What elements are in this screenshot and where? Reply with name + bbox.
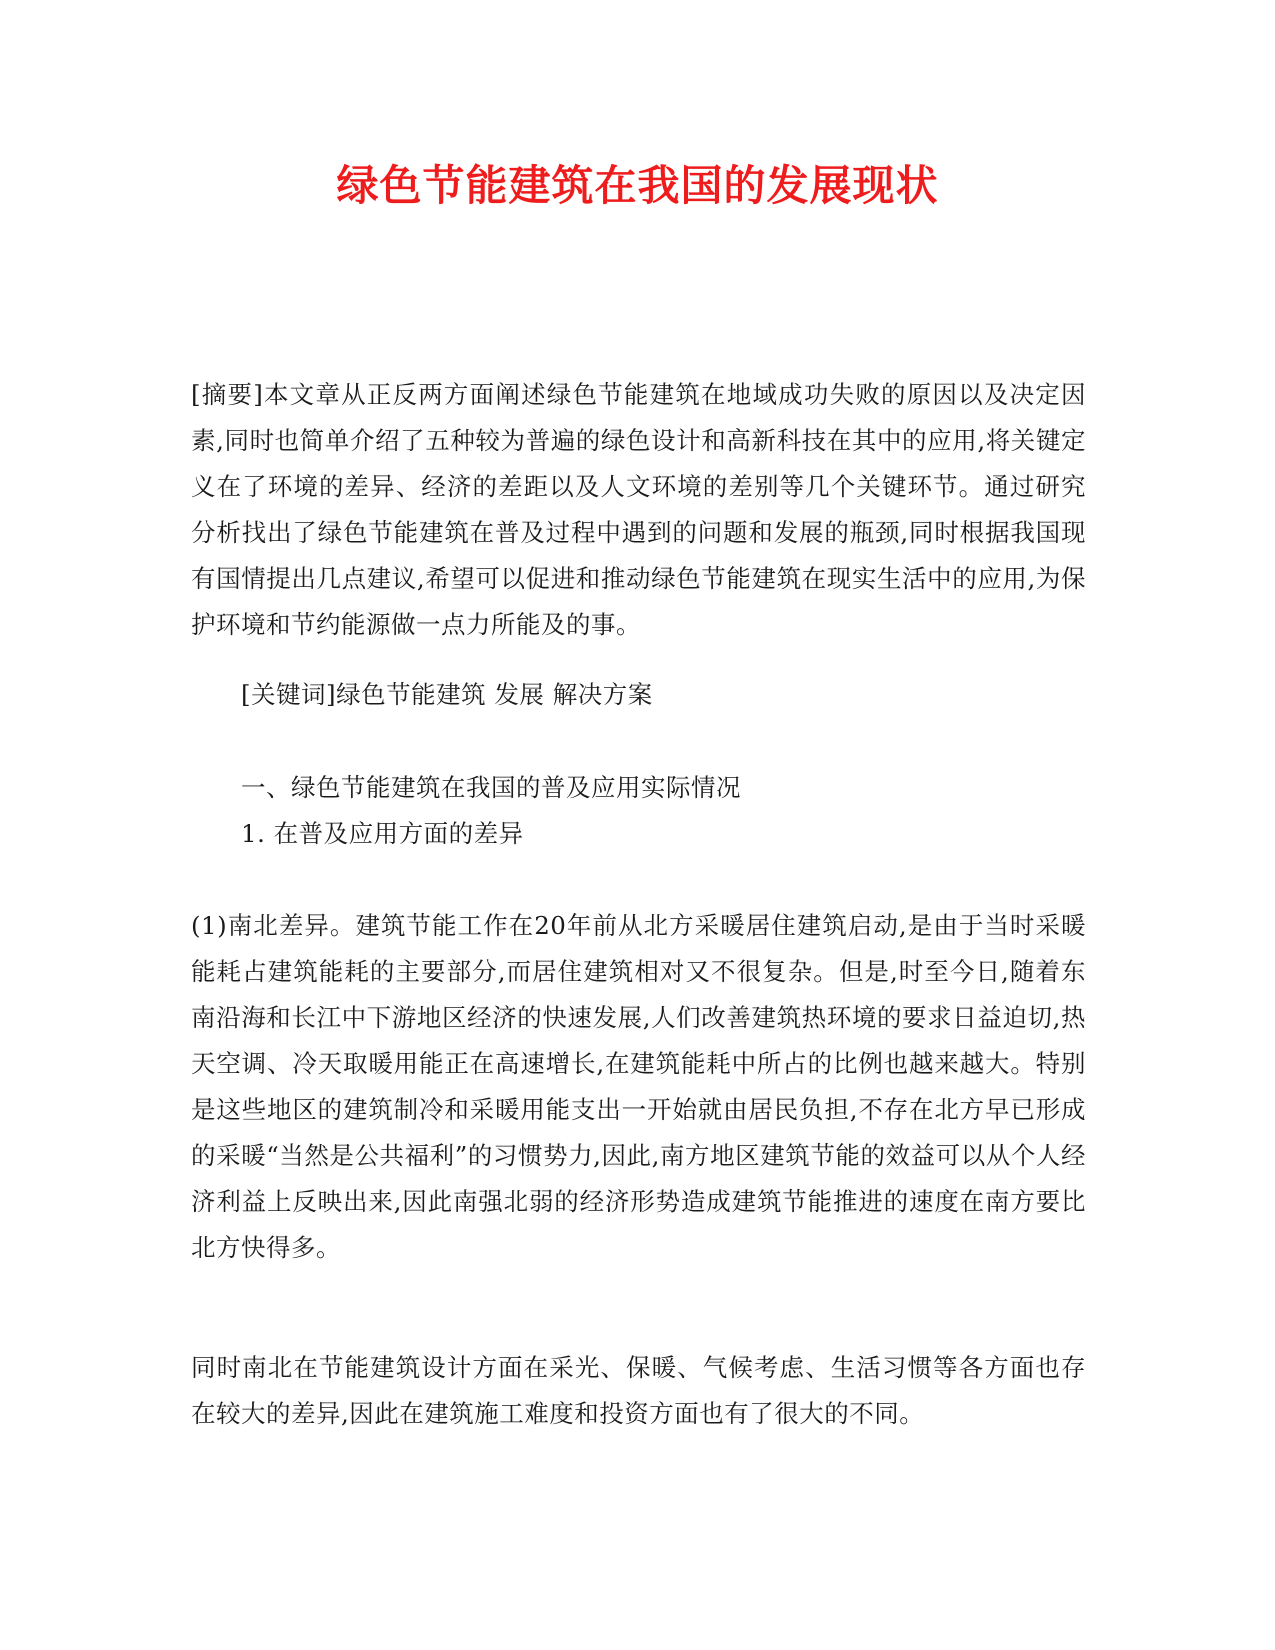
body-paragraph: 同时南北在节能建筑设计方面在采光、保暖、气候考虑、生活习惯等各方面也存在较大的差异,因此在建筑施工难度和投资方面也有了很大的不同。 — [191, 1353, 1086, 1428]
section-heading: 一、绿色节能建筑在我国的普及应用实际情况 — [241, 773, 741, 802]
body-paragraph: (1)南北差异。建筑节能工作在20年前从北方采暖居住建筑启动,是由于当时采暖能耗占建筑能耗的主要部分,而居住建筑相对又不很复杂。但是,时至今日,随着东南沿海和长江中下游地区经济的快速发展,人们改善建筑热环境的要求日益迫切,热天空调、冷天取暖用能正在高速增长,在建筑能耗中所占的比例也越来越大。特别是这些地区的建筑制冷和采暖用能支出一开始就由居民负担,不存在北方早已形成的采暖“当然是公共福利”的习惯势力,因此,南方地区建筑节能的效益可以从个人经济利益上反映出来,因此南强北弱的经济形势造成建筑节能推进的速度在南方要比北方快得多。 — [191, 911, 1086, 1262]
subsection-heading: 1. 在普及应用方面的差异 — [241, 819, 524, 848]
document-title: 绿色节能建筑在我国的发展现状 — [336, 161, 939, 210]
abstract-paragraph: [摘要]本文章从正反两方面阐述绿色节能建筑在地域成功失败的原因以及决定因素,同时也简单介绍了五种较为普遍的绿色设计和高新科技在其中的应用,将关键定义在了环境的差异、经济的差距以及人文环境的差别等几个关键环节。通过研究分析找出了绿色节能建筑在普及过程中遇到的问题和发展的瓶颈,同时根据我国现有国情提出几点建议,希望可以促进和推动绿色节能建筑在现实生活中的应用,为保护环境和节约能源做一点力所能及的事。 — [191, 380, 1086, 639]
keywords-line: [关键词]绿色节能建筑 发展 解决方案 — [241, 680, 653, 709]
